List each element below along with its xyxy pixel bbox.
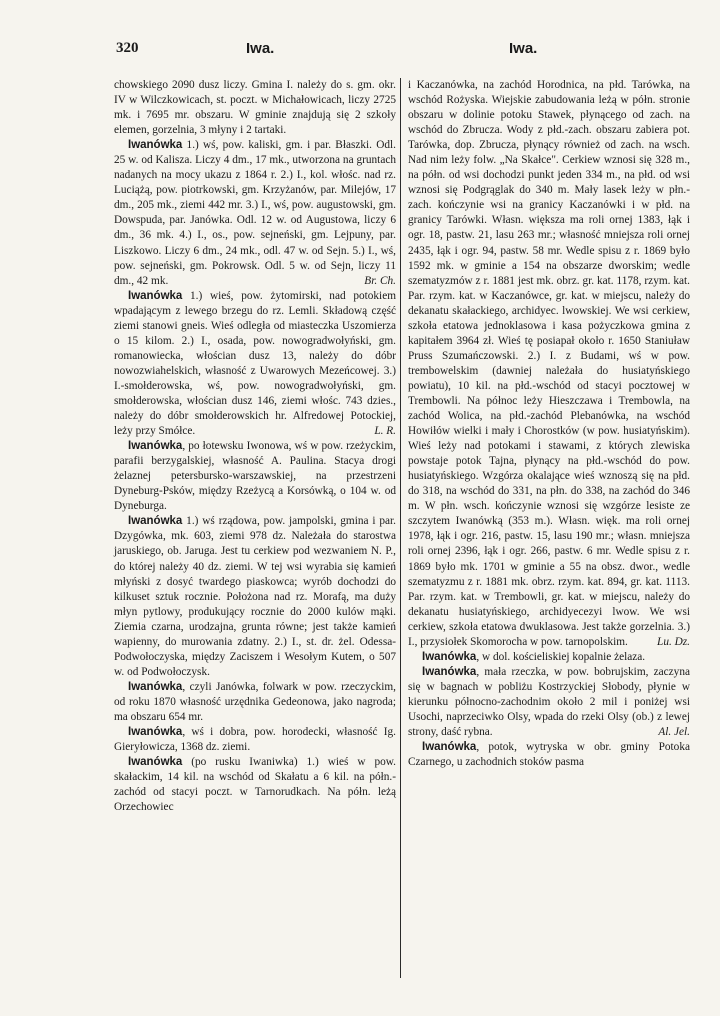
dictionary-entry [114, 680, 396, 725]
entry-headword: Iwanówka [128, 289, 183, 302]
running-head-right: Iwa. [509, 40, 538, 57]
running-head-left: Iwa. [246, 40, 275, 57]
entry-text: , potok, wytryska w obr. gminy Potoka Czarnego, u zachodnich stoków pasma [408, 741, 690, 769]
dictionary-entry [114, 439, 396, 514]
right-column [408, 78, 690, 770]
entry-headword: Iwanówka [422, 650, 477, 663]
dictionary-entry [114, 514, 396, 680]
entry-text: chowskiego 2090 dusz liczy. Gmina I. należy do s. gm. okr. IV w Wilczkowicach, st. poczt. w Michałowicach, liczy 2725 mk. i 7695 mr. obszaru. W gminie znajdują się 2 szkoły elemen, gorzelnia, 3 młyny i 2 tartaki. [114, 79, 396, 137]
entry-text: (po rusku Iwaniwka) 1.) wieś w pow. skałackim, 14 kil. na wschód od Skałatu a 6 kil. na półn.-zachód od stacyi poczt. w Tarnorudkach. Na półn. leżą Orzechowiec [114, 756, 396, 814]
entry-text: , po łotewsku Iwonowa, wś w pow. rzeżyckim, parafii berzygalskiej, własność A. Paulina. Stacya drogi żelaznej petersbursko-warszawskiej, na przestrzeni Dyneburg-Psków, między Rzeżycą a Korsówką, o 104 w. od Dyneburga. [114, 440, 396, 513]
dictionary-entry [408, 740, 690, 770]
entry-text: , wś i dobra, pow. horodecki, własność Ig. Gieryłowicza, 1368 dz. ziemi. [114, 726, 396, 754]
entry-headword: Iwanówka [422, 665, 477, 678]
entry-headword: Iwanówka [128, 726, 183, 739]
dictionary-entry [114, 289, 396, 439]
entry-headword: Iwanówka [128, 440, 183, 453]
dictionary-entry [408, 78, 690, 650]
dictionary-entry [114, 138, 396, 288]
dictionary-entry [114, 78, 396, 138]
entry-headword: Iwanówka [422, 741, 477, 754]
author-signature: L. R. [374, 425, 396, 438]
dictionary-entry [408, 650, 690, 665]
column-divider [400, 78, 401, 978]
author-signature: Lu. Dz. [657, 635, 690, 648]
dictionary-entry [408, 665, 690, 740]
entry-text: i Kaczanówka, na zachód Horodnica, na płd. Tarówka, na wschód Rożyska. Wiejskie zabudowania leżą w półn. stronie obszaru w dolinie potoku Stawek, płynącego od zach. na wschód do Zbrucza. Wody z płd.-zach. obszaru zabiera pot. Tarówka, dop. Zbrucza, płynący również od zach. na wsch. Nad nim leży folw. „Na Skałce". Cerkiew wznosi się 328 m., na półn. od wsi dochodzi punkt jeden 334 m., na płd. od wsi wznosi się Podgrąglak do 340 m. Mały lasek leży w płn.-zach. kończynie wsi na granicy Kaczanówki i w płd. na granicy Tarówki. Własn. większa ma roli ornej 1383, łąk i ogr. 18, pastw. 21, lasu 263 mr.; własność mniejsza roli ornej 2435, łąk i ogr. 94, pastw. 58 mr. Wedle spisu z r. 1869 było 1592 mk. w gminie a 154 na obszarze dworskim; wedle szematyzmów z r. 1881 jest mk. obrz. gr. kat. 1178, rzym. kat. Par. rzym. kat. w Kaczanówce, gr. kat. w miejscu, należy do dekanatu skałackiego, archidyec. lwowskiej. We wsi cerkiew, szkoła etatowa jednoklasowa i kasa pożyczkowa gmina z kapitałem 3964 zł. Wieś tę posiapał około r. 1650 Staniuław Pruss Szumańczowski. 2.) I. z Budami, wś w pow. trembowelskim (dawniej należała do husiatyńskiego powiatu), 10 kil. na płd.-wschód od stacyi pocztowej w Trembowli. Na północ leży Hieszczawa i Trembowla, na zachód Wolica, na płd.-zachód Plebanówka, na wschód Howiłów wielki i mały i Chorostków (w pow. husiatyńskim). Wieś leży nad potokami i stawami, z których zlewiska powstaje potok Tajna, płynący na płd.-wschód do pow. husiatyńskiego. Wzgórza okalające wieś wznoszą się na płd. do 318, na wschód do 331, na płn. do 338, na zachód do 346 m. W płn. wsch. kończynie wznosi się wzgórze lesiste ze szczytem Iwanówką (353 m.). Własn. więk. ma roli ornej 1978, łąk i ogr. 216, pastw. 15, lasu 190 mr.; własn. mniejsza roli ornej 2396, łąk i ogr. 266, pastw. 6 mr. Wedle spisu z r. 1869 było mk. 1701 w gminie a 55 na obsz. dwor., wedle szematyzmu z r. 1881 mk. obrz. rzym. kat. 894, gr. kat. 1113. Par. rzym. kat. w Trembowli, gr. kat. w miejscu, należy do dekanatu husiatyńskiego, archidyecezyi lwow. We wsi cerkiew, szkoła etatowa dwuklasowa. Jest także gorzelnia. 3.) I., przysiołek Skomorocha w pow. tarnopolskim. [408, 79, 690, 648]
entry-text: 1.) wś rządowa, pow. jampolski, gmina i par. Dzygówka, mk. 603, ziemi 978 dz. Należała do starostwa jaruskiego, ob. Jaruga. Jest tu cerkiew pod wezwaniem N. P., do której należy 40 dz. ziemi. W tej wsi wyrabia się kamień młyński z dosyć twardego piaskowca; wyrób dochodzi do kilkuset sztuk rocznie. Położona nad rz. Morafą, ma duży młyn pytlowy, produkujący rocznie do 2000 kulów mąki. Ziemia czarna, urodzajna, grunta równe; jest także kamień wapienny, do murowania zdatny. 2.) I., st. dr. żel. Odessa-Podwołoczyska, między Zaciszem i Wesołym Kutem, o 507 w. od Podwołoczysk. [114, 515, 396, 678]
page-header [116, 40, 626, 60]
author-signature: Br. Ch. [364, 274, 396, 287]
entry-headword: Iwanówka [128, 756, 183, 769]
page-number: 320 [116, 40, 139, 56]
dictionary-entry [114, 725, 396, 755]
left-column [114, 78, 396, 815]
entry-text: 1.) wieś, pow. żytomirski, nad potokiem wpadającym z lewego brzegu do rz. Lemli. Składową część ziemi stanowi gneis. Wieś odległa od miasteczka Uszomierza o 15 kilom. 2.) I., osada, pow. nowogradwołyński, gm. romanowiecka, włościan dusz 13, należy do dóbr nowozwiahelskich, własność z Uwarowych Mezeńcowej. 3.) I.-smołderowska, wś, pow. nowogradwołyński, gm. smołderowska, włościan dusz 146, ziemi włośc. 743 dzies., należy do dóbr smołderowskich hr. Alfredowej Potockiej, leży przy Smółce. [114, 289, 396, 438]
dictionary-entry [114, 755, 396, 815]
entry-headword: Iwanówka [128, 139, 183, 152]
entry-text: , czyli Janówka, folwark w pow. rzeczyckim, od roku 1870 własność urzędnika Gedeonowa, jako nagroda; ma obszaru 654 mr. [114, 680, 396, 723]
entry-text: , w dol. kościeliskiej kopalnie żelaza. [476, 650, 646, 663]
entry-headword: Iwanówka [128, 515, 183, 528]
author-signature: Al. Jel. [658, 726, 690, 739]
entry-text: , mała rzeczka, w pow. bobrujskim, zaczyna się w bagnach w pobliżu Kostrzyckiej Słobody, płynie w kierunku północno-zachodnim około 2 mil i poniżej wsi Usochi, naprzeciwko Olsy, wpada do rzeki Olsy (ob.) z lewej strony, daść rybna. [408, 665, 690, 739]
entry-text: 1.) wś, pow. kaliski, gm. i par. Błaszki. Odl. 25 w. od Kalisza. Liczy 4 dm., 17 mk., utworzona na gruntach nadanych na mocy ukazu z 1864 r. 2.) I., kol. włośc. nad rz. Luciążą, pow. piotrkowski, gm. Krzyżanów, par. Milejów, 17 dm., 205 mk., ziemi 442 mr. 3.) I., wś, pow. augustowski, gm. Dowspuda, par. Janówka. Odl. 12 w. od Augustowa, liczy 6 dm., 36 mk. 4.) I., os., pow. sejneński, gm. Lejpuny, par. Liszkowo. Liczy 6 dm., 24 mk., odl. 47 w. od Sejn. 5.) I., wś, pow. sejneński, gm. Pokrowsk. Odl. 5 w. od Sejn, liczy 11 dm., 42 mk. [114, 139, 396, 287]
entry-headword: Iwanówka [128, 680, 183, 693]
